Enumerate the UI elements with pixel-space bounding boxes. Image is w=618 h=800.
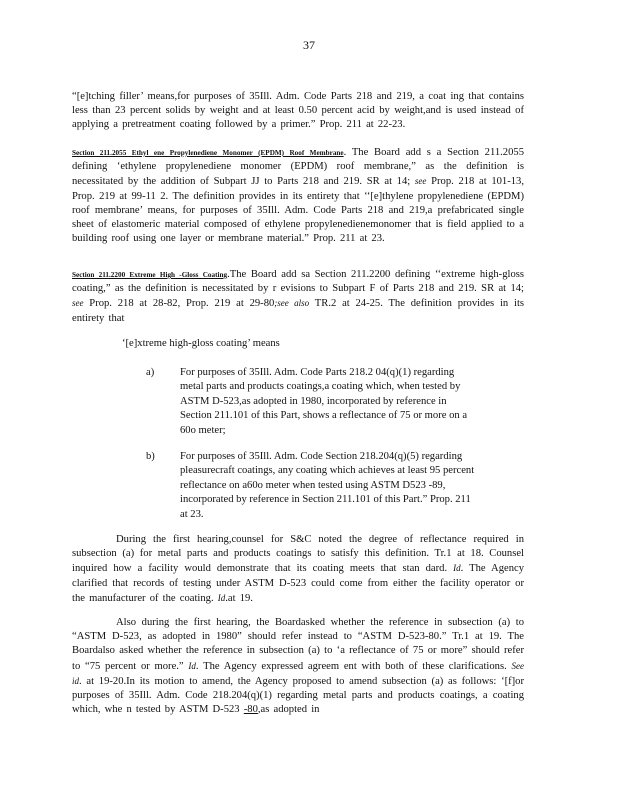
page-number: 37 xyxy=(303,38,315,52)
paragraph-text: . The Board add s a Section 211.2055 defining ‘ethylene propylenediene monomer (EPDM) roof membrane,” as the definition is necessitated by the addition of Subpart JJ to Parts 218 and 219. SR at 14; xyxy=(72,147,524,188)
paragraph-first-hearing xyxy=(72,533,524,606)
list-item-label: a) xyxy=(146,367,155,378)
citation-signal: ;see also xyxy=(274,298,310,309)
paragraph-text: Prop. 218 at 101-13, Prop. 219 at 99-11 2. The definition provides in its entirety that ‘‘[e]thylene propylenediene (EPDM) roof membrane’ means, for purposes of 35Ill. Adm. Code Parts 218 and 219,a prefabricated single sheet of elastomeric material composed of ethylene propylenedienemonomer that is field applied to a building roof using one layer or membrane material.” Prop. 211 at 23. xyxy=(72,176,524,245)
paragraph-text: . at 19-20.In its motion to amend, the Agency proposed to amend subsection (a) as follows: ‘[f]or purposes of 35Ill. Adm. Code 218.204(q)(1) regarding metal parts and products coatings, a coating which, whe n tested by ASTM D-523 xyxy=(72,675,524,716)
paragraph-text: .at 19. xyxy=(225,592,253,604)
citation-signal: see xyxy=(414,176,427,187)
citation-signal: Id xyxy=(453,563,461,574)
amended-text-insertion: -80 xyxy=(243,704,258,716)
paragraph-text: . The Agency expressed agreem ent with both of these clarifications. xyxy=(195,660,507,672)
section-heading: Section 211.2055 Ethyl ene Propylenediene Monomer (EPDM) Roof Membrane xyxy=(72,149,344,157)
citation-signal: Id xyxy=(217,592,226,603)
paragraph-text: .The Board add sa Section 211.2200 defining ‘‘extreme high-gloss coating,” as the definition is necessitated by r evisions to Subpart F of Parts 218 and 219. SR at 14; xyxy=(72,269,524,295)
paragraph-text: During the first hearing,counsel for S&C noted the degree of reflectance required in subsection (a) for metal parts and products coatings to satisfy this definition. Tr.1 at 18. Counsel inquired how a facility would demonstrate that its coating meets that stan dard. xyxy=(72,534,524,575)
section-heading: Section 211.2200 Extreme High -Gloss Coating xyxy=(72,271,228,279)
paragraph-extreme-gloss xyxy=(72,268,524,326)
citation-signal: see xyxy=(72,298,84,309)
paragraph-text: ,as adopted in xyxy=(257,704,320,716)
quoted-definition-lead: ‘[e]xtreme high-gloss coating’ means xyxy=(122,338,280,349)
list-item-text: For purposes of 35Ill. Adm. Code Parts 218.2 04(q)(1) regarding metal parts and products coatings,a coating which, when tested by ASTM D-523,as adopted in 1980, incorporated by reference in Section 211.101 of this Part, shows a reflectance of 75 or more on a 60o meter; xyxy=(180,367,468,436)
paragraph-epdm xyxy=(72,146,524,246)
paragraph-text: TR.2 at 24-25. The definition provides in its entirety that xyxy=(72,298,525,324)
paragraph-etching-filler xyxy=(72,90,524,133)
paragraph-text: Prop. 218 at 28-82, Prop. 219 at 29-80 xyxy=(89,298,275,310)
paragraph-text: Also during the first hearing, the Boardasked whether the reference in subsection (a) to “ASTM D-523, as adopted in 1980” should refer instead to “ASTM D-523-80.” Tr.1 at 19. The Boardalso asked whether the reference in subsection (a) to ‘a reflectance of 75 or more” should refer to “75 percent or more.” xyxy=(72,617,524,672)
paragraph-text: . The Agency clarified that records of testing under ASTM D-523 could come from either the facility operator or the manufacturer of the coating. xyxy=(72,563,525,604)
paragraph-text: “[e]tching filler’ means,for purposes of 35Ill. Adm. Code Parts 218 and 219, a coat ing that contains less than 23 percent solids by weight and at least 0.50 percent acid by weight,and is used instead of applying a pretreatment coating followed by a primer.” Prop. 211 at 22-23. xyxy=(72,91,524,131)
list-item-text: For purposes of 35Ill. Adm. Code Section 218.204(q)(5) regarding pleasurecraft coatings, any coating which achieves at least 95 percent reflectance on a60o meter when tested using ASTM D523 -89, incorporated by reference in Section 211.101 of this Part.” Prop. 211 at 23. xyxy=(180,451,475,520)
list-item-label: b) xyxy=(146,451,155,462)
paragraph-board-question xyxy=(72,616,524,717)
citation-signal: See id xyxy=(72,660,524,686)
citation-signal: Id xyxy=(188,660,196,671)
